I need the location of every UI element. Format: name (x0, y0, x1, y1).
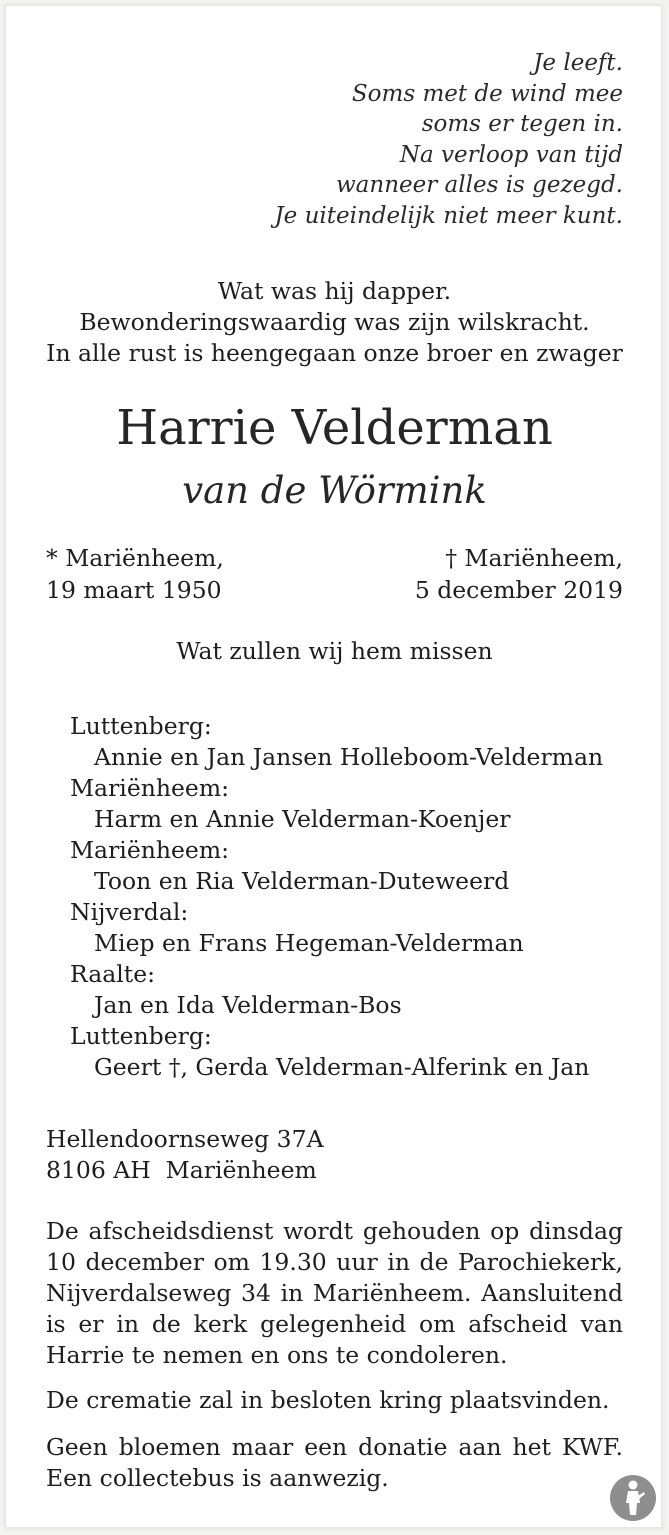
poem-line: wanneer alles is gezegd. (336, 172, 623, 198)
poem (274, 48, 623, 231)
death-date: 5 december 2019 (414, 576, 623, 604)
service-paragraph: De afscheidsdienst wordt gehouden op dinsdag 10 december om 19.30 uur in de Parochiekerk, Nijverdalseweg 34 in Mariënheem. Aansluitend is er in de kerk gelegenheid om afscheid van Harrie te nemen en ons te condoleren. (46, 1217, 623, 1369)
family-place: Luttenberg: (70, 1022, 212, 1050)
intro-line: Wat was hij dapper. (217, 277, 452, 305)
family-place: Luttenberg: (70, 712, 212, 740)
family-members: Harm en Annie Velderman-Koenjer (94, 805, 511, 833)
family-place: Mariënheem: (70, 836, 230, 864)
birth-info (46, 542, 224, 606)
family-list (70, 711, 603, 1083)
death-info (415, 542, 623, 606)
family-place: Nijverdal: (70, 898, 189, 926)
family-place: Mariënheem: (70, 774, 230, 802)
address-city: 8106 AH Mariënheem (46, 1156, 317, 1184)
family-members: Geert †, Gerda Velderman-Alferink en Jan (94, 1053, 590, 1081)
intro-line: In alle rust is heengegaan onze broer en zwager (46, 339, 623, 367)
intro-line: Bewonderingswaardig was zijn wilskracht. (79, 308, 590, 336)
memorial-figure-icon (609, 1474, 657, 1522)
poem-line: soms er tegen in. (421, 111, 623, 137)
intro-text (0, 276, 669, 369)
death-place: † Mariënheem, (445, 544, 623, 572)
birth-date: 19 maart 1950 (46, 576, 222, 604)
family-members: Jan en Ida Velderman-Bos (94, 991, 402, 1019)
poem-line: Soms met de wind mee (351, 80, 623, 107)
donation-paragraph: Geen bloemen maar een donatie aan het KWF. Een collectebus is aanwezig. (46, 1433, 623, 1492)
family-place: Raalte: (70, 960, 156, 988)
family-members: Miep en Frans Hegeman-Velderman (94, 929, 524, 957)
miss-line: Wat zullen wij hem missen (176, 637, 493, 665)
cremation-paragraph: De crematie zal in besloten kring plaatsvinden. (46, 1386, 610, 1414)
birth-place: * Mariënheem, (46, 544, 224, 572)
family-members: Toon en Ria Velderman-Duteweerd (94, 867, 510, 895)
address (46, 1124, 324, 1186)
address-street: Hellendoornseweg 37A (46, 1125, 324, 1153)
family-members: Annie en Jan Jansen Holleboom-Velderman (94, 743, 604, 771)
poem-line: Na verloop van tijd (399, 141, 623, 168)
poem-line: Je leeft. (533, 50, 623, 76)
poem-line: Je uiteindelijk niet meer kunt. (274, 202, 623, 229)
deceased-name: Harrie Velderman (116, 400, 553, 456)
deceased-alias: van de Wörmink (182, 469, 487, 512)
